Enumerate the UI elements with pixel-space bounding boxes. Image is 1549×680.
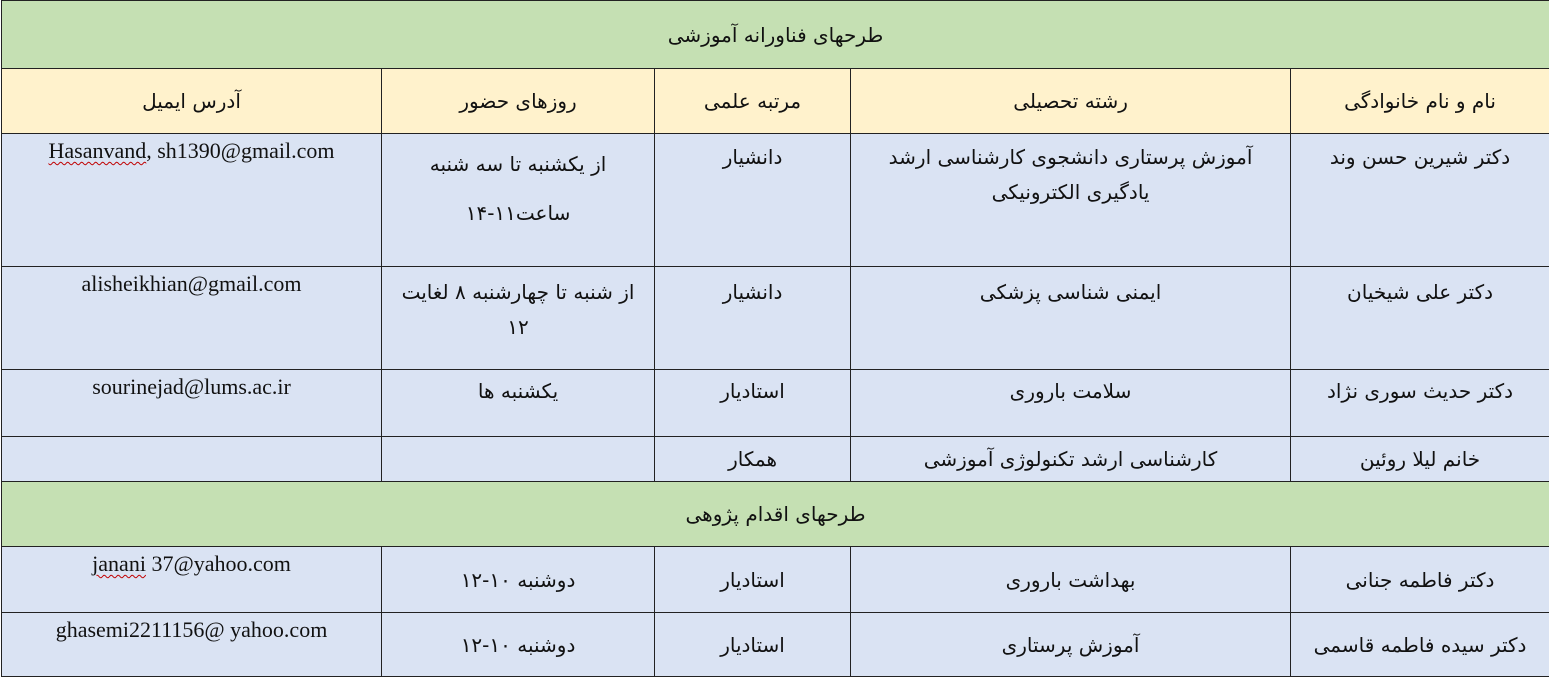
- name-text: دکتر سیده فاطمه قاسمی: [1313, 632, 1527, 657]
- header-days: روزهای حضور: [382, 69, 655, 134]
- days-text: دوشنبه ۱۰-۱۲: [460, 567, 576, 592]
- cell-rank: [655, 547, 851, 613]
- cell-days: [382, 134, 655, 267]
- table-row: [2, 134, 1549, 267]
- cell-field: [851, 547, 1291, 613]
- name-text: دکتر حدیث سوری نژاد: [1326, 379, 1514, 403]
- name-text: خانم لیلا روئین: [1359, 447, 1481, 471]
- cell-days: [382, 437, 655, 482]
- cell-field: [851, 437, 1291, 482]
- rank-text: دانشیار: [722, 280, 783, 304]
- email-text: [8, 134, 375, 162]
- name-text: دکتر علی شیخیان: [1347, 280, 1494, 304]
- cell-rank: [655, 267, 851, 370]
- field-text: بهداشت باروری: [1005, 567, 1136, 592]
- cell-email: [2, 267, 382, 370]
- cell-name: [1291, 134, 1549, 267]
- section-title-tech: طرحهای فناورانه آموزشی: [2, 1, 1549, 69]
- cell-name: [1291, 613, 1549, 677]
- name-text: دکتر فاطمه جنانی: [1345, 567, 1495, 592]
- rank-text: همکار: [728, 447, 777, 471]
- cell-days: [382, 613, 655, 677]
- field-text: آموزش پرستاری دانشجوی کارشناسی ارشد یادگیری الکترونیکی: [888, 145, 1253, 204]
- rank-text: دانشیار: [722, 145, 783, 169]
- cell-rank: [655, 613, 851, 677]
- days-text: از یکشنبه تا سه شنبه ساعت۱۱-۱۴: [429, 152, 607, 225]
- field-text: آموزش پرستاری: [1001, 632, 1140, 657]
- cell-email: [2, 547, 382, 613]
- cell-days: [382, 370, 655, 437]
- header-field: رشته تحصیلی: [851, 69, 1291, 134]
- cell-field: [851, 370, 1291, 437]
- table-row: [2, 267, 1549, 370]
- cell-field: [851, 267, 1291, 370]
- email-text: [8, 547, 375, 575]
- cell-name: [1291, 437, 1549, 482]
- cell-field: [851, 134, 1291, 267]
- table-row: [2, 547, 1549, 613]
- cell-name: [1291, 267, 1549, 370]
- cell-name: [1291, 547, 1549, 613]
- email-text: sourinejad@lums.ac.ir: [92, 374, 291, 399]
- cell-email: [2, 134, 382, 267]
- name-text: دکتر شیرین حسن وند: [1329, 145, 1511, 169]
- cell-email: [2, 437, 382, 482]
- faculty-table: [1, 0, 1549, 677]
- rank-text: استادیار: [720, 379, 785, 403]
- cell-rank: [655, 437, 851, 482]
- email-prefix: janani: [92, 551, 146, 576]
- section-title-action: طرحهای اقدام پژوهی: [2, 482, 1549, 547]
- header-rank: مرتبه علمی: [655, 69, 851, 134]
- email-text: alisheikhian@gmail.com: [81, 271, 302, 296]
- table-row: [2, 370, 1549, 437]
- header-row: [2, 69, 1549, 134]
- field-text: سلامت باروری: [1009, 379, 1132, 403]
- cell-email: [2, 613, 382, 677]
- days-text: دوشنبه ۱۰-۱۲: [460, 632, 576, 657]
- cell-email: [2, 370, 382, 437]
- email-text: ghasemi2211156@ yahoo.com: [55, 617, 328, 642]
- cell-days: [382, 547, 655, 613]
- cell-field: [851, 613, 1291, 677]
- cell-rank: [655, 370, 851, 437]
- cell-days: [382, 267, 655, 370]
- email-rest: , sh1390@gmail.com: [146, 138, 335, 163]
- days-text: یکشنبه ها: [477, 379, 559, 403]
- header-name: نام و نام خانوادگی: [1291, 69, 1549, 134]
- field-text: ایمنی شناسی پزشکی: [979, 280, 1162, 304]
- cell-rank: [655, 134, 851, 267]
- cell-name: [1291, 370, 1549, 437]
- days-text: از شنبه تا چهارشنبه ۸ لغایت ۱۲: [401, 280, 635, 339]
- table-row: [2, 613, 1549, 677]
- email-rest: 37@yahoo.com: [145, 551, 291, 576]
- rank-text: استادیار: [720, 567, 785, 592]
- section-row-tech: [2, 1, 1549, 69]
- header-email: آدرس ایمیل: [2, 69, 382, 134]
- email-prefix: Hasanvand: [48, 138, 147, 163]
- field-text: کارشناسی ارشد تکنولوژی آموزشی: [923, 447, 1218, 471]
- section-row-action: [2, 482, 1549, 547]
- table-row: [2, 437, 1549, 482]
- rank-text: استادیار: [720, 632, 785, 657]
